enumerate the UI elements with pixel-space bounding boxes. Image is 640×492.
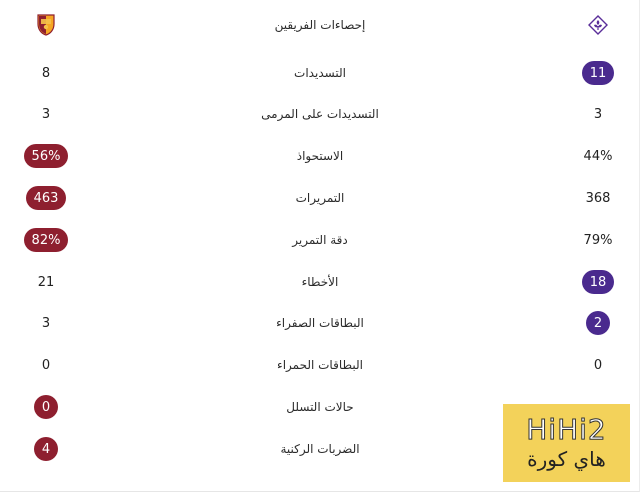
stat-label: الاستحواذ: [296, 149, 344, 163]
stat-label: دقة التمرير: [292, 233, 348, 247]
roma-value: 0: [41, 357, 51, 373]
stat-label: الأخطاء: [301, 275, 339, 289]
roma-value: 3: [41, 315, 51, 331]
header-title: إحصاءات الفريقين: [274, 18, 366, 32]
stat-label: التسديدات على المرمى: [261, 107, 379, 121]
header-row: [0, 4, 640, 46]
roma-value: 8: [41, 65, 51, 81]
roma-value-badge: 463: [26, 186, 67, 210]
stat-label: البطاقات الحمراء: [277, 358, 363, 372]
stat-label: البطاقات الصفراء: [276, 316, 364, 330]
fiorentina-value: 79%: [583, 232, 613, 248]
stat-row: [0, 135, 640, 177]
stat-row: [0, 344, 640, 386]
roma-value-badge: 0: [34, 395, 58, 419]
fiorentina-value: 44%: [583, 148, 613, 164]
fiorentina-value-badge: 2: [586, 311, 610, 335]
watermark-arabic: هاي كورة: [527, 447, 606, 471]
fiorentina-value: 0: [593, 357, 603, 373]
fiorentina-value-badge: 11: [582, 61, 615, 85]
stat-row: [0, 52, 640, 94]
stat-row: [0, 261, 640, 303]
roma-value: 3: [41, 106, 51, 122]
stat-row: [0, 93, 640, 135]
roma-value: 21: [37, 274, 55, 290]
roma-logo-cell: [16, 4, 76, 46]
stat-label: حالات التسلل: [286, 400, 354, 414]
stat-label: التمريرات: [295, 191, 345, 205]
stat-row: [0, 177, 640, 219]
stat-label: الضربات الركنية: [280, 442, 360, 456]
watermark-logo: [503, 404, 630, 482]
stat-label: التسديدات: [294, 66, 346, 80]
fiorentina-value: 368: [585, 190, 611, 206]
roma-value-badge: 4: [34, 437, 58, 461]
fiorentina-logo-cell: [568, 4, 628, 46]
roma-value-badge: 56%: [24, 144, 69, 168]
roma-logo-icon: [37, 14, 55, 36]
fiorentina-value: 3: [593, 106, 603, 122]
stat-row: [0, 302, 640, 344]
fiorentina-value-badge: 18: [582, 270, 615, 294]
roma-value-badge: 82%: [24, 228, 69, 252]
stat-row: [0, 219, 640, 261]
fiorentina-logo-icon: [588, 15, 608, 35]
watermark-brand: HiHi2: [526, 413, 607, 446]
